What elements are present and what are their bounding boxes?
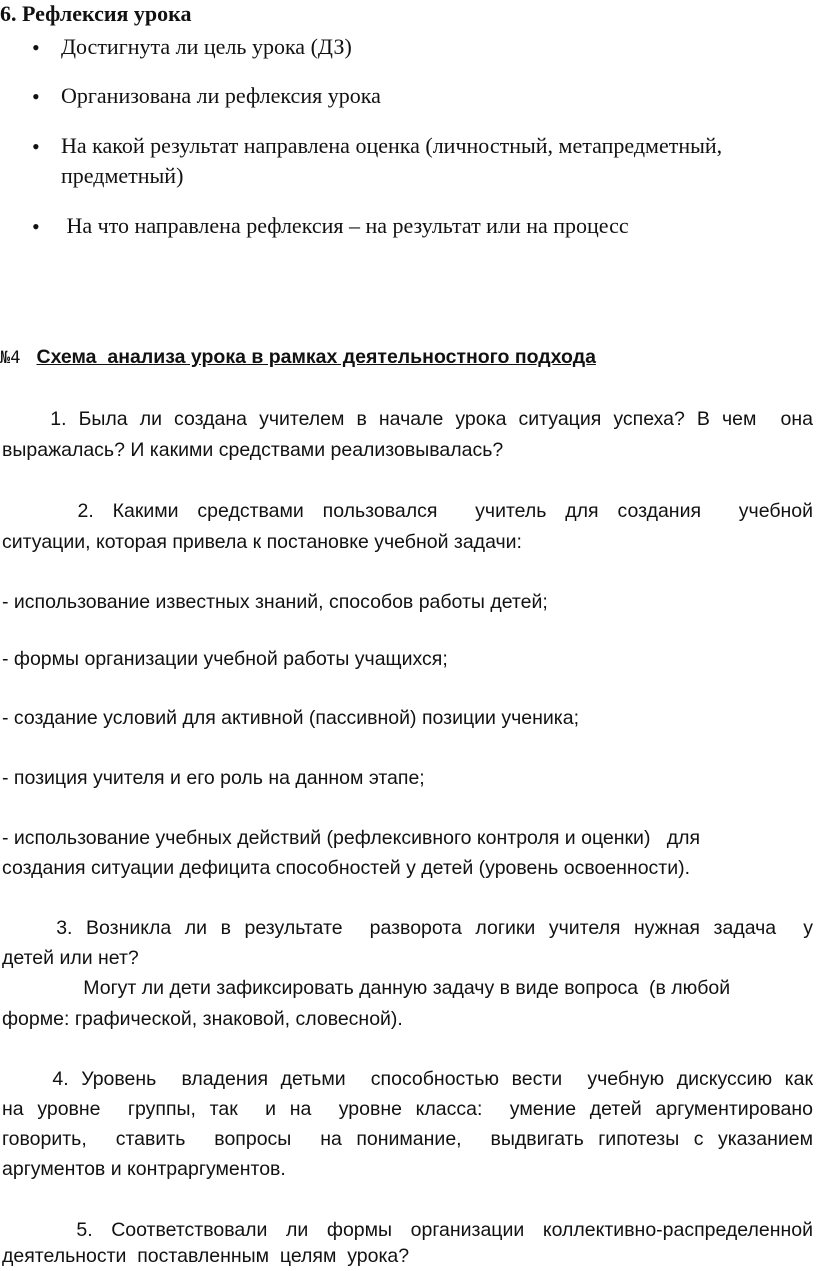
q3-line-1: 3. Возникла ли в результате разворота логики учителя нужная задача у — [2, 917, 813, 939]
q3-line-2: детей или нет? — [2, 947, 139, 969]
q5-line-2: деятельности поставленным целям урока? — [2, 1245, 410, 1267]
q2-option-2: - формы организации учебной работы учащихся; — [2, 648, 448, 670]
q4-line-3: говорить, ставить вопросы на понимание, выдвигать гипотезы с указанием — [2, 1128, 813, 1150]
bullet-marker: • — [32, 214, 40, 239]
bullet-marker: • — [32, 35, 40, 60]
bullet-item-reflection: Организована ли рефлексия урока — [61, 83, 381, 108]
q5-line-1: 5. Соответствовали ли формы организации коллективно-распределенной — [2, 1219, 813, 1241]
q2-option-5: - использование учебных действий (рефлексивного контроля и оценки) для — [2, 827, 701, 849]
bullet-marker: • — [32, 134, 40, 159]
q2-line-2: ситуации, которая привела к постановке учебной задачи: — [2, 531, 522, 553]
q2-option-1: - использование известных знаний, способов работы детей; — [2, 591, 548, 613]
bullet-item-goal: Достигнута ли цель урока (ДЗ) — [61, 34, 352, 59]
bullet-marker: • — [32, 84, 40, 109]
bullet-item-assessment-cont: предметный) — [61, 163, 184, 188]
bullet-item-focus: На что направлена рефлексия – на результат или на процесс — [61, 213, 629, 238]
q4-line-4: аргументов и контраргументов. — [2, 1158, 286, 1180]
q4-line-1: 4. Уровень владения детьми способностью вести учебную дискуссию как — [2, 1068, 813, 1090]
q2-option-3: - создание условий для активной (пассивной) позиции ученика; — [2, 707, 579, 729]
q4-line-2: на уровне группы, так и на уровне класса: умение детей аргументировано — [2, 1098, 813, 1120]
scheme-number: №4 — [0, 348, 21, 368]
scheme-heading — [0, 346, 596, 369]
q1-line-2: выражалась? И какими средствами реализовывалась? — [2, 439, 504, 461]
q2-line-1: 2. Какими средствами пользовался учитель для создания учебной — [2, 500, 813, 522]
scheme-title: Схема анализа урока в рамках деятельностного подхода — [36, 346, 596, 368]
section-heading: 6. Рефлексия урока — [0, 1, 192, 26]
q3-line-4: форме: графической, знаковой, словесной). — [2, 1008, 403, 1030]
bullet-item-assessment: На какой результат направлена оценка (личностный, метапредметный, — [61, 133, 723, 158]
q3-line-3: Могут ли дети зафиксировать данную задачу в виде вопроса (в любой — [2, 977, 731, 999]
q2-option-4: - позиция учителя и его роль на данном этапе; — [2, 767, 425, 789]
q1-line-1: 1. Была ли создана учителем в начале урока ситуация успеха? В чем она — [2, 408, 813, 430]
q2-option-5-cont: создания ситуации дефицита способностей у детей (уровень освоенности). — [2, 857, 691, 879]
